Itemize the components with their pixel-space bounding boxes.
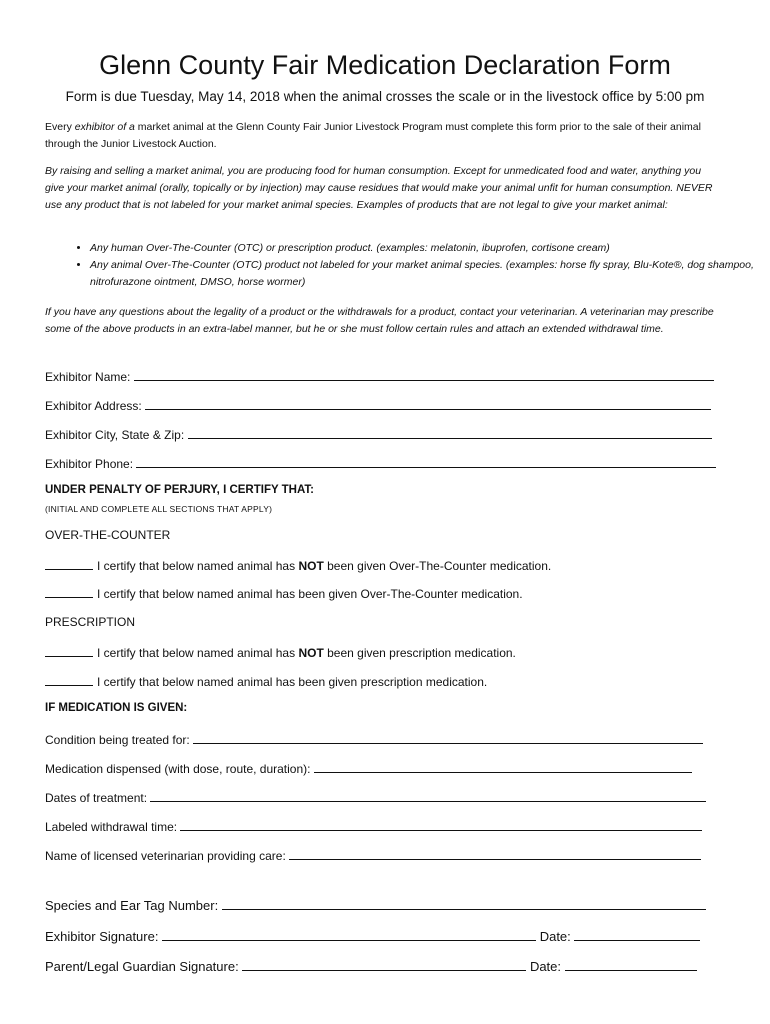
- otc-not-given-text-b: been given Over-The-Counter medication.: [323, 559, 552, 573]
- otc-not-given-initial-field[interactable]: [45, 557, 93, 570]
- withdrawal-field[interactable]: [180, 818, 702, 831]
- list-item: • Any animal Over-The-Counter (OTC) product not labeled for your market animal species. (examples: horse fly spray, Blu-Kote®, dog shampoo, nitrofurazone ointment, DMSO, horse wormer): [90, 257, 766, 291]
- exhibitor-name-field[interactable]: [134, 368, 714, 381]
- exhibitor-phone-label: Exhibitor Phone:: [45, 457, 134, 471]
- vet-row: [45, 847, 701, 863]
- exhibitor-address-label: Exhibitor Address:: [45, 399, 142, 413]
- otc-not-given-row: [45, 557, 551, 573]
- exhibitor-date-field[interactable]: [574, 928, 700, 941]
- otc-heading: OVER-THE-COUNTER: [45, 528, 171, 542]
- not-emphasis: NOT: [298, 559, 324, 573]
- withdrawal-label: Labeled withdrawal time:: [45, 820, 178, 834]
- parent-date-field[interactable]: [565, 958, 697, 971]
- exhibitor-address-field[interactable]: [145, 397, 711, 410]
- rx-given-row: [45, 673, 487, 689]
- vet-label: Name of licensed veterinarian providing care:: [45, 849, 286, 863]
- prescription-heading: PRESCRIPTION: [45, 615, 136, 629]
- certify-heading: UNDER PENALTY OF PERJURY, I CERTIFY THAT:: [45, 484, 314, 496]
- intro-p1-start: Every: [45, 121, 75, 133]
- otc-given-text: I certify that below named animal has been given Over-The-Counter medication.: [97, 587, 523, 601]
- illegal-products-list: [45, 240, 766, 291]
- exhibitor-date-label: Date:: [539, 929, 571, 944]
- condition-field[interactable]: [193, 731, 703, 744]
- exhibitor-signature-field[interactable]: [162, 928, 536, 941]
- exhibitor-phone-field[interactable]: [136, 455, 716, 468]
- intro-p1-end: market animal at the Glenn County Fair Junior Livestock Program must complete this form prior to the sale of their animal through the Junior Livestock Auction.: [45, 121, 701, 150]
- form-subtitle: Form is due Tuesday, May 14, 2018 when the animal crosses the scale or in the livestock office by 5:00 pm: [65, 89, 705, 104]
- rx-not-given-initial-field[interactable]: [45, 644, 93, 657]
- rx-not-given-row: [45, 644, 516, 660]
- otc-given-initial-field[interactable]: [45, 585, 93, 598]
- species-label: Species and Ear Tag Number:: [45, 898, 219, 913]
- intro-paragraph-2: By raising and selling a market animal, you are producing food for human consumption. Except for unmedicated food and water, anything you give your market animal (orally, topically or by injection) may cause residues that would make your animal unfit for human consumption. NEVER use any product that is not labeled for your market animal species. Examples of products that are not legal to give your market animal:: [45, 165, 713, 211]
- intro-p1-italic: exhibitor of a: [74, 121, 135, 133]
- dispensed-label: Medication dispensed (with dose, route, duration):: [45, 762, 311, 776]
- species-row: [45, 897, 706, 913]
- species-field[interactable]: [222, 897, 706, 910]
- parent-signature-label: Parent/Legal Guardian Signature:: [45, 959, 239, 974]
- exhibitor-city-row: [45, 426, 712, 442]
- exhibitor-name-label: Exhibitor Name:: [45, 370, 131, 384]
- rx-not-given-text-b: been given prescription medication.: [323, 646, 516, 660]
- list-item: • Any human Over-The-Counter (OTC) or prescription product. (examples: melatonin, ibuprofen, cortisone cream): [90, 240, 766, 257]
- rx-given-initial-field[interactable]: [45, 673, 93, 686]
- intro-paragraph-1: [45, 119, 721, 153]
- form-title: Glenn County Fair Medication Declaration Form: [99, 50, 671, 80]
- condition-row: [45, 731, 703, 747]
- not-emphasis: NOT: [298, 646, 324, 660]
- dispensed-row: [45, 760, 692, 776]
- parent-date-label: Date:: [529, 959, 562, 974]
- exhibitor-signature-label: Exhibitor Signature:: [45, 929, 159, 944]
- exhibitor-city-field[interactable]: [188, 426, 712, 439]
- exhibitor-name-row: [45, 368, 714, 384]
- vet-field[interactable]: [289, 847, 701, 860]
- condition-label: Condition being treated for:: [45, 733, 190, 747]
- parent-signature-row: [45, 958, 697, 974]
- certify-note: (INITIAL AND COMPLETE ALL SECTIONS THAT APPLY): [45, 504, 273, 514]
- rx-given-text: I certify that below named animal has been given prescription medication.: [97, 675, 488, 689]
- dates-field[interactable]: [150, 789, 706, 802]
- dates-label: Dates of treatment:: [45, 791, 148, 805]
- rx-not-given-text-a: I certify that below named animal has: [97, 646, 299, 660]
- exhibitor-signature-row: [45, 928, 700, 944]
- exhibitor-phone-row: [45, 455, 716, 471]
- exhibitor-city-label: Exhibitor City, State & Zip:: [45, 428, 185, 442]
- intro-paragraph-3: If you have any questions about the legality of a product or the withdrawals for a product, contact your veterinarian. A veterinarian may prescribe some of the above products in an extra-label manner, but he or she must follow certain rules and attach an extended withdrawal time.: [45, 306, 714, 335]
- otc-not-given-text-a: I certify that below named animal has: [97, 559, 299, 573]
- otc-given-row: [45, 585, 523, 601]
- dates-row: [45, 789, 706, 805]
- withdrawal-row: [45, 818, 702, 834]
- parent-signature-field[interactable]: [242, 958, 526, 971]
- exhibitor-address-row: [45, 397, 711, 413]
- medication-heading: IF MEDICATION IS GIVEN:: [45, 702, 188, 714]
- dispensed-field[interactable]: [314, 760, 692, 773]
